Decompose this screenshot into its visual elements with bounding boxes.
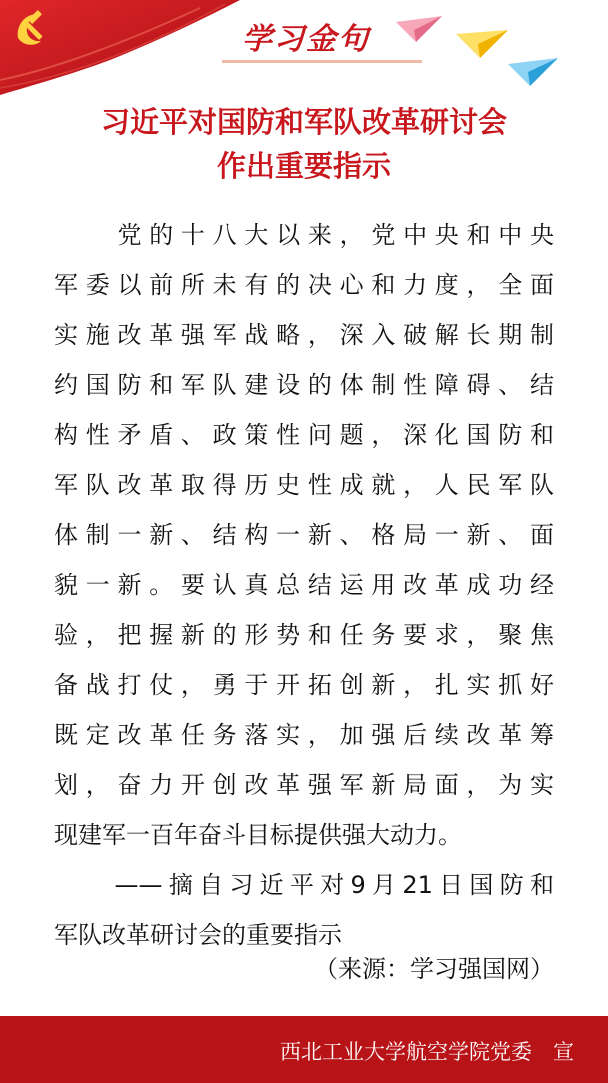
source-note: （来源：学习强国网）: [314, 955, 554, 983]
headline: [20, 100, 588, 188]
header-title: 学习金句: [242, 22, 370, 57]
body-line: 党的十八大以来，党中央和中央: [54, 221, 554, 249]
body-line: 军队改革取得历史性成就，人民军队: [54, 471, 554, 499]
body-line: 体制一新、结构一新、格局一新、面: [54, 521, 554, 549]
paper-plane-blue-icon: [508, 58, 558, 88]
body-line: 既定改革任务落实，加强后续改革筹: [54, 721, 554, 749]
body-line: 构性矛盾、政策性问题，深化国防和: [54, 421, 554, 449]
body-line: 貌一新。要认真总结运用改革成功经: [54, 571, 554, 599]
footer-bar: [0, 1016, 608, 1083]
body-line: 备战打仗，勇于开拓创新，扎实抓好: [54, 671, 554, 699]
body-line: 验，把握新的形势和任务要求，聚焦: [54, 621, 554, 649]
paper-plane-pink-icon: [396, 16, 442, 44]
body-line: 军队改革研讨会的重要指示: [54, 921, 342, 949]
header-underline: [222, 60, 422, 63]
body-line: 实施改革强军战略，深入破解长期制: [54, 321, 554, 349]
headline-line-1: 习近平对国防和军队改革研讨会: [100, 105, 507, 139]
body-line: 军委以前所未有的决心和力度，全面: [54, 271, 554, 299]
body-line: ——摘自习近平对9月21日国防和: [54, 871, 554, 899]
body-line: 现建军一百年奋斗目标提供强大动力。: [54, 821, 462, 849]
headline-line-2: 作出重要指示: [216, 149, 391, 183]
hammer-sickle-icon: [10, 8, 52, 50]
paper-plane-yellow-icon: [456, 30, 508, 60]
body-line: 约国防和军队建设的体制性障碍、结: [54, 371, 554, 399]
quote-body: [54, 210, 554, 960]
footer-credit: 西北工业大学航空学院党委 宣: [280, 1040, 574, 1064]
body-line: 划，奋力开创改革强军新局面，为实: [54, 771, 554, 799]
header-banner: [0, 0, 608, 95]
